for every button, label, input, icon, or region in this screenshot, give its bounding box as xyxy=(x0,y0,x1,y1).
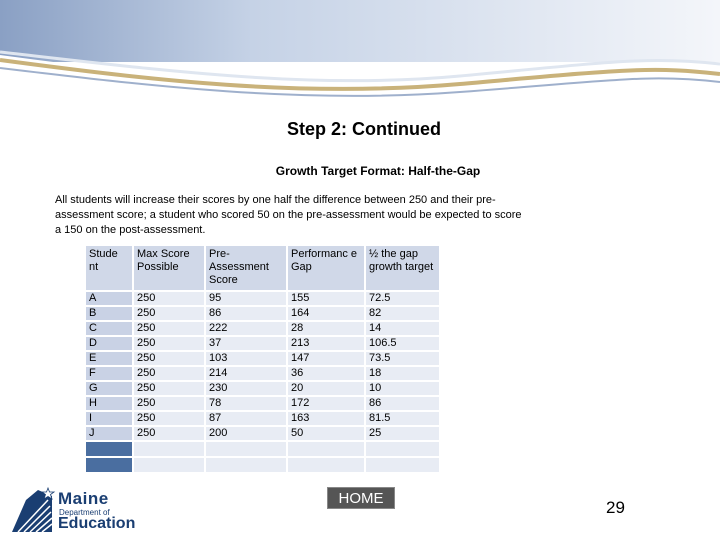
cell-target: 72.5 xyxy=(366,292,439,305)
cell-gap: 50 xyxy=(288,427,364,440)
cell-student: B xyxy=(86,307,132,320)
table-row xyxy=(86,412,439,425)
cell-gap: 155 xyxy=(288,292,364,305)
logo-text-maine: Maine xyxy=(58,489,109,508)
maine-doe-logo xyxy=(8,486,148,536)
cell-gap: 172 xyxy=(288,397,364,410)
empty-cell xyxy=(288,458,364,472)
cell-pre-score: 230 xyxy=(206,382,286,395)
table-row xyxy=(86,397,439,410)
cell-gap: 213 xyxy=(288,337,364,350)
cell-pre-score: 214 xyxy=(206,367,286,380)
logo-text-department: Department of xyxy=(59,508,110,517)
header-performance-gap: Performanc e Gap xyxy=(288,246,364,290)
cell-student: D xyxy=(86,337,132,350)
empty-cell xyxy=(206,458,286,472)
cell-target: 73.5 xyxy=(366,352,439,365)
table-row xyxy=(86,307,439,320)
cell-max-score: 250 xyxy=(134,337,204,350)
cell-max-score: 250 xyxy=(134,322,204,335)
cell-student: I xyxy=(86,412,132,425)
empty-cell xyxy=(366,442,439,456)
slide-title: Step 2: Continued xyxy=(287,119,441,139)
table-row xyxy=(86,322,439,335)
cell-max-score: 250 xyxy=(134,382,204,395)
cell-target: 106.5 xyxy=(366,337,439,350)
header-growth-target: ½ the gap growth target xyxy=(366,246,439,290)
table-row xyxy=(86,367,439,380)
empty-cell xyxy=(86,458,132,472)
table-row xyxy=(86,352,439,365)
cell-pre-score: 222 xyxy=(206,322,286,335)
table-row xyxy=(86,382,439,395)
cell-max-score: 250 xyxy=(134,427,204,440)
cell-max-score: 250 xyxy=(134,352,204,365)
table-empty-row xyxy=(86,458,439,472)
cell-max-score: 250 xyxy=(134,307,204,320)
cell-student: E xyxy=(86,352,132,365)
description-text: All students will increase their scores by one half the difference between 250 and their pre-assessment score; a student who scored 50 on the pre-assessment would be expected to score a 150 on the post-assessment. xyxy=(55,194,522,236)
logo-emblem-icon xyxy=(8,486,56,534)
cell-pre-score: 95 xyxy=(206,292,286,305)
cell-target: 86 xyxy=(366,397,439,410)
empty-cell xyxy=(134,442,204,456)
cell-gap: 28 xyxy=(288,322,364,335)
table-empty-row xyxy=(86,442,439,456)
cell-pre-score: 78 xyxy=(206,397,286,410)
cell-max-score: 250 xyxy=(134,367,204,380)
table-row xyxy=(86,337,439,350)
cell-pre-score: 87 xyxy=(206,412,286,425)
cell-max-score: 250 xyxy=(134,292,204,305)
cell-target: 10 xyxy=(366,382,439,395)
cell-target: 14 xyxy=(366,322,439,335)
cell-target: 25 xyxy=(366,427,439,440)
table-header-row xyxy=(86,246,439,290)
page-number: 29 xyxy=(606,498,625,517)
growth-target-table xyxy=(84,244,441,474)
cell-student: A xyxy=(86,292,132,305)
empty-cell xyxy=(86,442,132,456)
table-row xyxy=(86,427,439,440)
cell-gap: 147 xyxy=(288,352,364,365)
header-banner xyxy=(0,0,720,110)
header-pre-assessment: Pre-Assessment Score xyxy=(206,246,286,290)
cell-target: 82 xyxy=(366,307,439,320)
logo-text-education: Education xyxy=(58,515,136,532)
cell-student: G xyxy=(86,382,132,395)
cell-target: 81.5 xyxy=(366,412,439,425)
cell-max-score: 250 xyxy=(134,397,204,410)
cell-pre-score: 103 xyxy=(206,352,286,365)
cell-max-score: 250 xyxy=(134,412,204,425)
cell-target: 18 xyxy=(366,367,439,380)
cell-gap: 20 xyxy=(288,382,364,395)
empty-cell xyxy=(288,442,364,456)
empty-cell xyxy=(134,458,204,472)
table-row xyxy=(86,292,439,305)
home-button[interactable]: HOME xyxy=(327,487,395,509)
cell-pre-score: 200 xyxy=(206,427,286,440)
cell-gap: 164 xyxy=(288,307,364,320)
empty-cell xyxy=(366,458,439,472)
header-max-score: Max Score Possible xyxy=(134,246,204,290)
cell-gap: 36 xyxy=(288,367,364,380)
cell-gap: 163 xyxy=(288,412,364,425)
cell-student: J xyxy=(86,427,132,440)
cell-student: H xyxy=(86,397,132,410)
cell-student: C xyxy=(86,322,132,335)
cell-student: F xyxy=(86,367,132,380)
slide-subtitle: Growth Target Format: Half-the-Gap xyxy=(275,164,481,178)
header-student: Stude nt xyxy=(86,246,132,290)
empty-cell xyxy=(206,442,286,456)
cell-pre-score: 37 xyxy=(206,337,286,350)
cell-pre-score: 86 xyxy=(206,307,286,320)
